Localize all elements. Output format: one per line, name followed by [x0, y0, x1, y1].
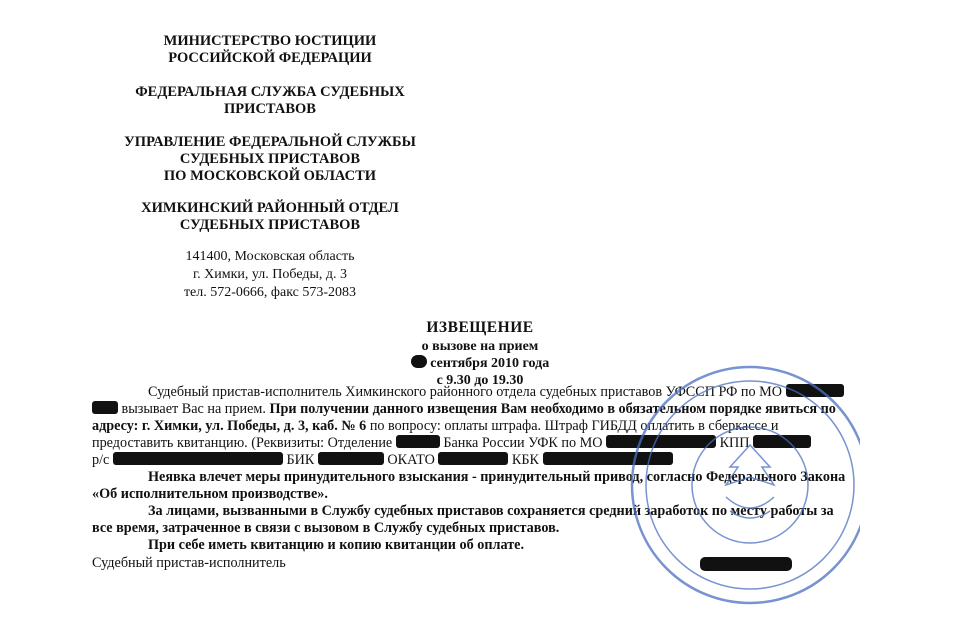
- ministry-line-1: МИНИСТЕРСТВО ЮСТИЦИИ: [163, 33, 377, 49]
- body-line-5-rs: р/с: [92, 452, 110, 468]
- body-line-4-bank: Банка России УФК по МО: [443, 435, 603, 451]
- service-line-2: ПРИСТАВОВ: [224, 101, 316, 117]
- office-address: [150, 248, 390, 302]
- body-line-2: [92, 401, 867, 418]
- body-line-2-bold: При получении данного извещения Вам необходимо в обязательном порядке явиться по: [269, 401, 836, 417]
- notice-body: [92, 384, 867, 554]
- redacted-block: [786, 384, 844, 397]
- directorate-line-2: СУДЕБНЫХ ПРИСТАВОВ: [179, 151, 361, 167]
- header-department: [110, 200, 430, 234]
- notice-time: с 9.30 до 19.30: [436, 373, 524, 388]
- header-service: [110, 84, 430, 118]
- body-line-4-text: предоставить квитанцию. (Реквизиты: Отделение: [92, 435, 393, 451]
- body-line-1-text: Судебный пристав-исполнитель Химкинского районного отдела судебных приставов УФССП РФ по МО: [148, 384, 783, 400]
- redacted-block: [438, 452, 508, 465]
- header-directorate: [110, 134, 430, 185]
- directorate-line-3: ПО МОСКОВСКОЙ ОБЛАСТИ: [163, 168, 377, 184]
- body-line-9: [92, 520, 867, 537]
- redacted-block: [92, 401, 118, 414]
- department-line-1: ХИМКИНСКИЙ РАЙОННЫЙ ОТДЕЛ: [141, 200, 399, 216]
- redacted-block: [606, 435, 716, 448]
- service-line-1: ФЕДЕРАЛЬНАЯ СЛУЖБА СУДЕБНЫХ: [135, 84, 405, 100]
- body-line-9-text: все время, затраченное в связи с вызовом в Службу судебных приставов.: [92, 520, 560, 536]
- body-line-7-text: «Об исполнительном производстве».: [92, 486, 328, 502]
- ministry-line-2: РОССИЙСКОЙ ФЕДЕРАЦИИ: [168, 50, 372, 66]
- signature-label: Судебный пристав-исполнитель: [92, 555, 286, 571]
- redacted-block: [318, 452, 384, 465]
- body-line-8: [92, 503, 867, 520]
- redacted-block: [543, 452, 673, 465]
- notice-subtitle: о вызове на прием: [421, 339, 539, 354]
- body-line-5-bik: БИК: [286, 452, 315, 468]
- notice-date: [300, 355, 660, 372]
- body-line-1: [92, 384, 867, 401]
- redacted-block: [396, 435, 440, 448]
- body-line-10: [92, 537, 867, 554]
- header-ministry: [110, 33, 430, 67]
- notice-date-text: сентября 2010 года: [430, 356, 550, 371]
- redacted-block: [113, 452, 283, 465]
- address-line-2: г. Химки, ул. Победы, д. 3: [192, 267, 348, 282]
- body-line-6-text: Неявка влечет меры принудительного взыскания - принудительный привод, согласно Федерального Закона: [148, 469, 846, 485]
- body-line-4: [92, 435, 867, 452]
- redacted-block: [753, 435, 811, 448]
- body-line-6: [92, 469, 867, 486]
- body-line-8-text: За лицами, вызванными в Службу судебных приставов сохраняется средний заработок по месту работы за: [148, 503, 834, 519]
- address-line-1: 141400, Московская область: [185, 249, 355, 264]
- body-line-3-bold: адресу: г. Химки, ул. Победы, д. 3, каб. № 6: [92, 418, 367, 434]
- redacted-day: [411, 355, 427, 368]
- body-line-5-okato: ОКАТО: [387, 452, 435, 468]
- body-line-3-text: по вопросу: оплаты штрафа. Штраф ГИБДД оплатить в сберкассе и: [369, 418, 779, 434]
- notice-title: ИЗВЕЩЕНИЕ: [426, 319, 534, 336]
- body-line-4-kpp: КПП: [719, 435, 750, 451]
- body-line-10-text: При себе иметь квитанцию и копию квитанции об оплате.: [148, 537, 525, 553]
- address-phone-fax: тел. 572-0666, факс 573-2083: [183, 285, 357, 300]
- body-line-5: [92, 452, 867, 469]
- body-line-7: [92, 486, 867, 503]
- notice-title-block: [300, 318, 660, 389]
- directorate-line-1: УПРАВЛЕНИЕ ФЕДЕРАЛЬНОЙ СЛУЖБЫ: [124, 134, 416, 150]
- body-line-3: [92, 418, 867, 435]
- body-line-5-kbk: КБК: [511, 452, 539, 468]
- department-line-2: СУДЕБНЫХ ПРИСТАВОВ: [179, 217, 361, 233]
- body-line-2-text: вызывает Вас на прием.: [121, 401, 266, 417]
